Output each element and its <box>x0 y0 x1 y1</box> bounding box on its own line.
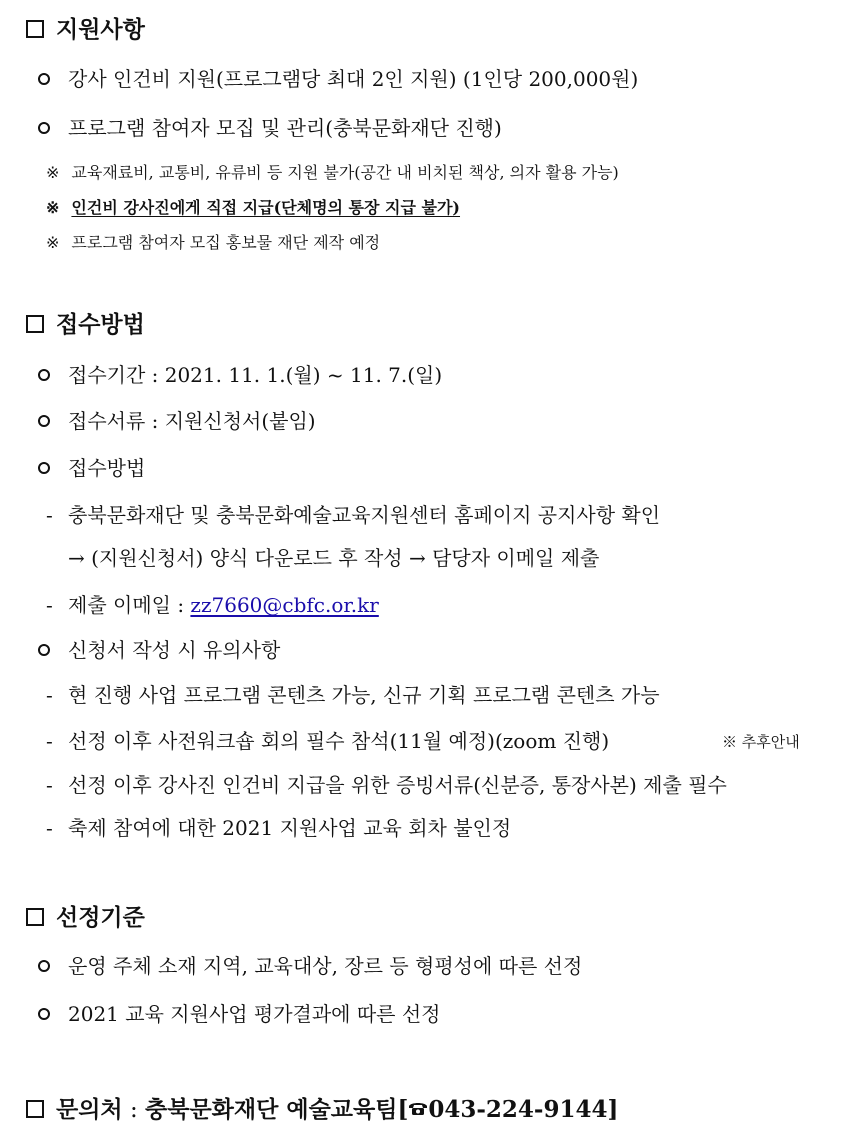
list-item: 신청서 작성 시 유의사항 <box>38 640 280 660</box>
circle-bullet-icon <box>38 415 50 427</box>
section-heading-contact: 문의처 : 충북문화재단 예술교육팀[ 043-224-9144] <box>26 1097 618 1122</box>
section-title: 문의처 <box>56 1096 123 1123</box>
section-heading-application <box>26 313 145 336</box>
circle-bullet-icon <box>38 644 50 656</box>
dash-item-continuation: → (지원신청서) 양식 다운로드 후 작성 → 담당자 이메일 제출 <box>68 546 600 570</box>
circle-bullet-icon <box>38 73 50 85</box>
followup-note: ※ 추후안내 <box>722 733 800 751</box>
list-item: 접수방법 <box>38 458 145 478</box>
checkbox-square-icon <box>26 20 44 38</box>
section-heading-support <box>26 18 145 41</box>
checkbox-square-icon <box>26 908 44 926</box>
list-item: 접수기간 : 2021. 11. 1.(월) ~ 11. 7.(일) <box>38 365 442 385</box>
dash-item: - 선정 이후 강사진 인건비 지급을 위한 증빙서류(신분증, 통장사본) 제출 필수 <box>46 773 727 797</box>
section-title: 지원사항 <box>56 16 145 43</box>
circle-bullet-icon <box>38 462 50 474</box>
note-mark-icon: ※ <box>46 233 60 252</box>
list-item: 프로그램 참여자 모집 및 관리(충북문화재단 진행) <box>38 118 502 138</box>
note-item: ※ 프로그램 참여자 모집 홍보물 재단 제작 예정 <box>46 233 381 252</box>
list-item: 강사 인건비 지원(프로그램당 최대 2인 지원) (1인당 200,000원) <box>38 69 638 89</box>
circle-bullet-icon <box>38 1008 50 1020</box>
note-mark-icon: ※ <box>46 163 60 182</box>
email-link[interactable]: zz7660@cbfc.or.kr <box>190 593 379 617</box>
note-item: ※ 교육재료비, 교통비, 유류비 등 지원 불가(공간 내 비치된 책상, 의자 활용 가능) <box>46 163 619 182</box>
list-item: 접수서류 : 지원신청서(붙임) <box>38 411 316 431</box>
section-heading-criteria <box>26 906 145 929</box>
dash-item: - 축제 참여에 대한 2021 지원사업 교육 회차 불인정 <box>46 816 512 840</box>
dash-item: - 현 진행 사업 프로그램 콘텐츠 가능, 신규 기획 프로그램 콘텐츠 가능 <box>46 683 660 707</box>
list-item: 운영 주체 소재 지역, 교육대상, 장르 등 형평성에 따른 선정 <box>38 956 582 976</box>
section-title: 선정기준 <box>56 904 145 931</box>
section-title: 접수방법 <box>56 311 145 338</box>
dash-item: - 선정 이후 사전워크숍 회의 필수 참석(11월 예정)(zoom 진행) <box>46 729 610 753</box>
checkbox-square-icon <box>26 1100 44 1118</box>
circle-bullet-icon <box>38 960 50 972</box>
contact-phone[interactable]: 043-224-9144 <box>428 1096 608 1123</box>
note-mark-icon: ※ <box>46 198 60 217</box>
phone-icon <box>408 1097 428 1111</box>
note-item-emphasis: ※ 인건비 강사진에게 직접 지급(단체명의 통장 지급 불가) <box>46 198 461 217</box>
circle-bullet-icon <box>38 122 50 134</box>
dash-item: - 제출 이메일 : zz7660@cbfc.or.kr <box>46 593 379 617</box>
dash-item: - 충북문화재단 및 충북문화예술교육지원센터 홈페이지 공지사항 확인 <box>46 503 661 527</box>
checkbox-square-icon <box>26 315 44 333</box>
contact-org: 충북문화재단 예술교육팀 <box>145 1096 398 1123</box>
list-item: 2021 교육 지원사업 평가결과에 따른 선정 <box>38 1004 441 1024</box>
circle-bullet-icon <box>38 369 50 381</box>
